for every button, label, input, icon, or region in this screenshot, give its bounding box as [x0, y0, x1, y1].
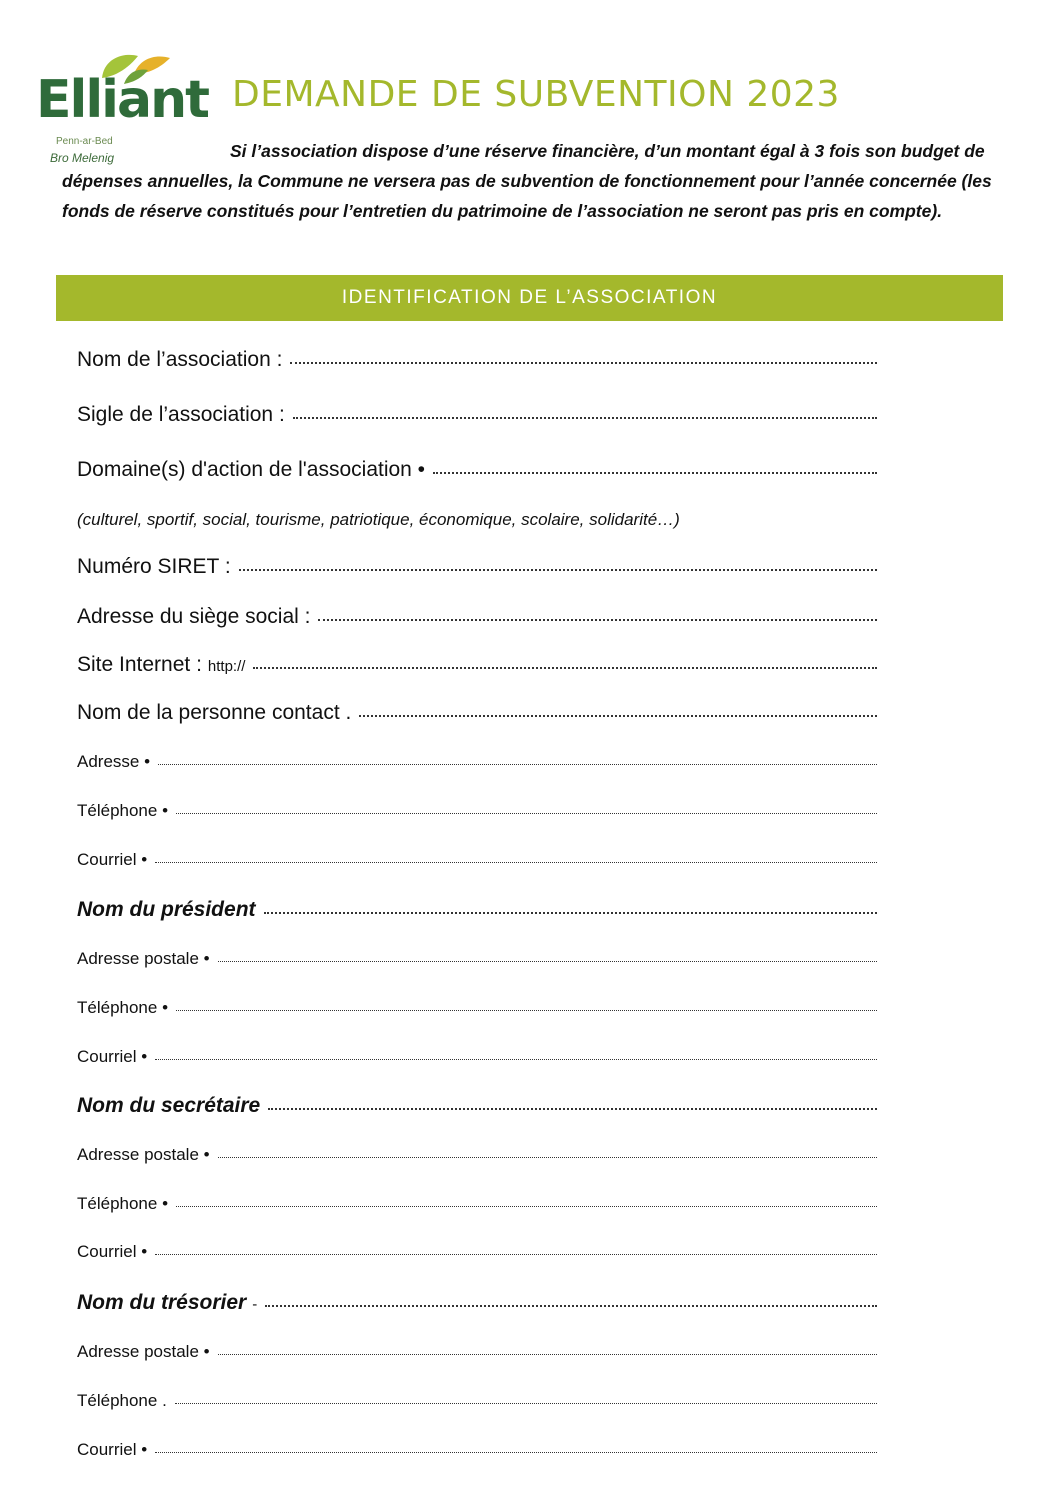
domaine-hint: (culturel, sportif, social, tourisme, patriotique, économique, scolaire, solidarité…) [77, 510, 680, 529]
field-label: Courriel • [77, 1440, 148, 1459]
field-label: Nom du trésorier [77, 1291, 247, 1314]
field-domaine[interactable] [77, 458, 877, 482]
field-label: Nom du président [77, 898, 256, 921]
dotted-fill-line[interactable] [318, 618, 877, 621]
field-label: Courriel • [77, 1242, 148, 1261]
field-label: Téléphone • [77, 998, 169, 1017]
dotted-fill-line[interactable] [158, 763, 877, 765]
dotted-fill-line[interactable] [155, 1058, 877, 1060]
field-nom-association[interactable] [77, 348, 877, 372]
field-label: Courriel • [77, 1047, 148, 1066]
section-header: IDENTIFICATION DE L’ASSOCIATION [56, 275, 1003, 321]
field-label: Nom de l’association : [77, 348, 283, 371]
field-contact[interactable] [77, 701, 877, 725]
dotted-fill-line[interactable] [218, 960, 877, 962]
field-label: Courriel • [77, 850, 148, 869]
dotted-fill-line[interactable] [293, 416, 877, 419]
dotted-fill-line[interactable] [176, 1009, 877, 1011]
field-tresorier-courriel[interactable] [77, 1440, 877, 1460]
field-siret[interactable] [77, 555, 877, 579]
field-tresorier-adresse[interactable] [77, 1342, 877, 1362]
field-secretaire-telephone[interactable] [77, 1194, 877, 1214]
dotted-fill-line[interactable] [155, 861, 877, 863]
dotted-fill-line[interactable] [155, 1451, 877, 1453]
field-label: Téléphone • [77, 801, 169, 820]
field-label: Adresse • [77, 752, 151, 771]
field-president-adresse[interactable] [77, 949, 877, 969]
field-label: Numéro SIRET : [77, 555, 231, 578]
field-secretaire-courriel[interactable] [77, 1242, 877, 1262]
field-label: Nom de la personne contact . [77, 701, 352, 724]
intro-paragraph: Si l’association dispose d’une réserve financière, d’un montant égal à 3 fois son budget de dépenses annuelles, la Commune ne versera pas de subvention de fonctionnement pour l’année concernée (les fonds de réserve constitués pour l’entretien du patrimoine de l’association ne seront pas pris en compte). [62, 141, 992, 221]
field-label: Adresse postale • [77, 1145, 210, 1164]
field-site-internet[interactable] [77, 653, 877, 677]
dotted-fill-line[interactable] [264, 911, 877, 914]
dotted-fill-line[interactable] [253, 666, 877, 669]
field-contact-telephone[interactable] [77, 801, 877, 821]
document-title: DEMANDE DE SUBVENTION 2023 [232, 74, 840, 115]
logo-wordmark: Elliant [36, 70, 208, 130]
url-prefix: http:// [207, 658, 246, 675]
dotted-fill-line[interactable] [218, 1156, 877, 1158]
dotted-fill-line[interactable] [155, 1253, 877, 1255]
dotted-fill-line[interactable] [433, 471, 877, 474]
field-label: Adresse postale • [77, 949, 210, 968]
field-contact-adresse[interactable] [77, 752, 877, 772]
field-label: Téléphone • [77, 1194, 169, 1213]
dotted-fill-line[interactable] [239, 568, 877, 571]
field-secretaire-adresse[interactable] [77, 1145, 877, 1165]
field-adresse-siege[interactable] [77, 605, 877, 629]
field-secretaire[interactable] [77, 1094, 877, 1118]
dotted-fill-line[interactable] [265, 1304, 877, 1307]
dotted-fill-line[interactable] [268, 1107, 877, 1110]
field-label: Site Internet : [77, 653, 202, 676]
dotted-fill-line[interactable] [176, 1205, 877, 1207]
field-label: Domaine(s) d'action de l'association • [77, 458, 426, 481]
field-president-telephone[interactable] [77, 998, 877, 1018]
dotted-fill-line[interactable] [359, 714, 877, 717]
field-label: Adresse du siège social : [77, 605, 311, 628]
field-president[interactable] [77, 898, 877, 922]
field-contact-courriel[interactable] [77, 850, 877, 870]
field-sigle[interactable] [77, 403, 877, 427]
dotted-fill-line[interactable] [175, 1402, 877, 1404]
field-label: Adresse postale • [77, 1342, 210, 1361]
dotted-fill-line[interactable] [176, 812, 877, 814]
logo-tagline: Bro Melenig [50, 151, 115, 165]
field-label: Téléphone . [77, 1391, 167, 1410]
dotted-fill-line[interactable] [218, 1353, 877, 1355]
field-tresorier[interactable] [77, 1291, 877, 1315]
field-separator: - [252, 1296, 258, 1313]
field-president-courriel[interactable] [77, 1047, 877, 1067]
logo-region: Penn-ar-Bed [56, 136, 113, 147]
dotted-fill-line[interactable] [290, 361, 877, 364]
field-label: Nom du secrétaire [77, 1094, 261, 1117]
field-label: Sigle de l’association : [77, 403, 285, 426]
field-tresorier-telephone[interactable] [77, 1391, 877, 1411]
